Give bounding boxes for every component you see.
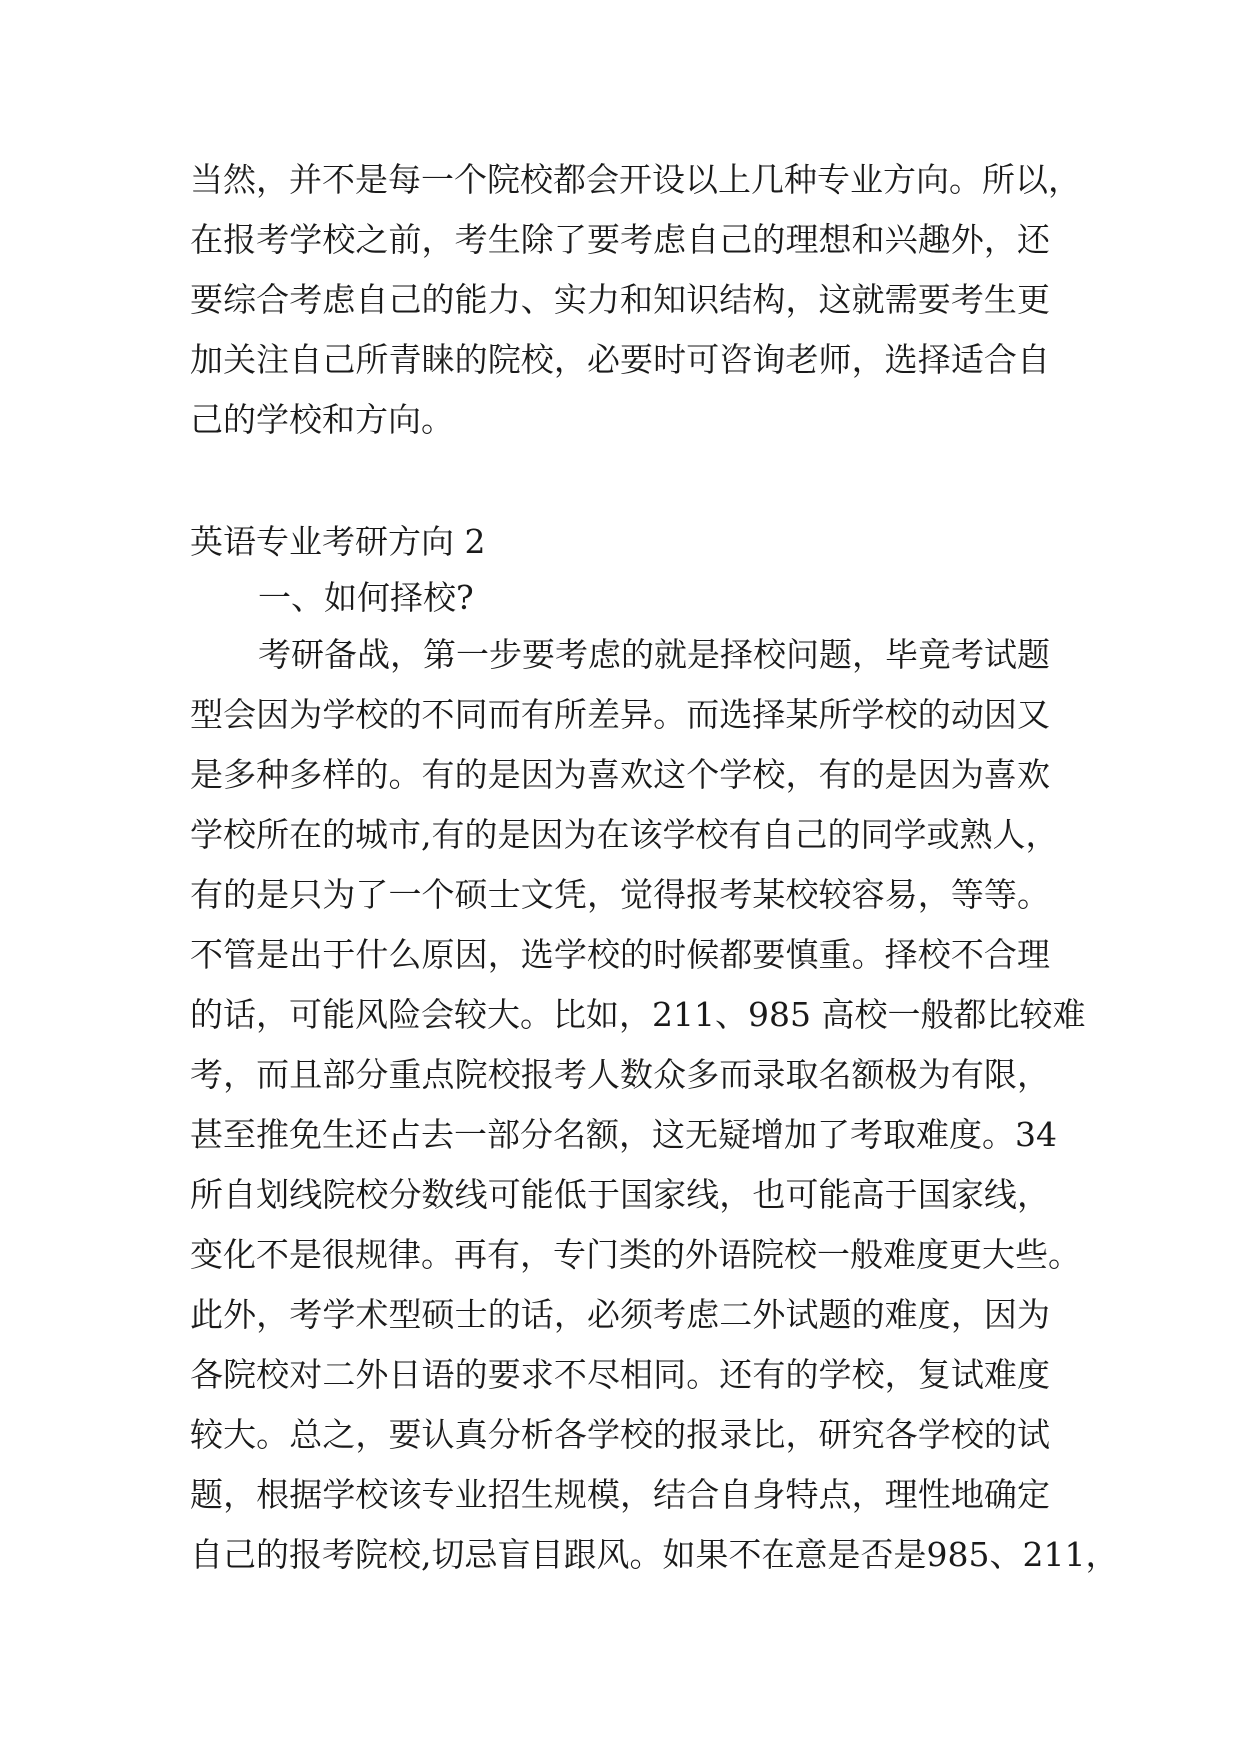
- body-line: 自己的报考院校,切忌盲目跟风。如果不在意是否是985、211，: [190, 1535, 1119, 1574]
- body-line: 题，根据学校该专业招生规模，结合自身特点，理性地确定: [190, 1475, 1050, 1514]
- body-line: 甚至推免生还占去一部分名额，这无疑增加了考取难度。34: [190, 1115, 1057, 1154]
- intro-line: 加关注自己所青睐的院校，必要时可咨询老师，选择适合自: [190, 340, 1050, 379]
- body-line: 考研备战，第一步要考虑的就是择校问题，毕竟考试题: [258, 635, 1050, 674]
- body-line: 所自划线院校分数线可能低于国家线，也可能高于国家线，: [190, 1175, 1050, 1214]
- body-line: 不管是出于什么原因，选学校的时候都要慎重。择校不合理: [190, 935, 1050, 974]
- body-line: 有的是只为了一个硕士文凭，觉得报考某校较容易，等等。: [190, 875, 1050, 914]
- section-subtitle: 一、如何择校?: [258, 578, 474, 617]
- section-title: 英语专业考研方向 2: [190, 522, 486, 561]
- body-line: 是多种多样的。有的是因为喜欢这个学校，有的是因为喜欢: [190, 755, 1050, 794]
- body-line: 变化不是很规律。再有，专门类的外语院校一般难度更大些。: [190, 1235, 1081, 1274]
- body-line: 各院校对二外日语的要求不尽相同。还有的学校，复试难度: [190, 1355, 1050, 1394]
- body-line: 此外，考学术型硕士的话，必须考虑二外试题的难度，因为: [190, 1295, 1050, 1334]
- intro-line: 己的学校和方向。: [190, 400, 454, 439]
- intro-line: 当然，并不是每一个院校都会开设以上几种专业方向。所以，: [190, 160, 1081, 199]
- body-line: 的话，可能风险会较大。比如，211、985 高校一般都比较难: [190, 995, 1086, 1034]
- body-line: 型会因为学校的不同而有所差异。而选择某所学校的动因又: [190, 695, 1050, 734]
- intro-line: 在报考学校之前，考生除了要考虑自己的理想和兴趣外，还: [190, 220, 1050, 259]
- intro-line: 要综合考虑自己的能力、实力和知识结构，这就需要考生更: [190, 280, 1050, 319]
- body-line: 考，而且部分重点院校报考人数众多而录取名额极为有限，: [190, 1055, 1050, 1094]
- body-line: 较大。总之，要认真分析各学校的报录比，研究各学校的试: [190, 1415, 1050, 1454]
- body-line: 学校所在的城市,有的是因为在该学校有自己的同学或熟人，: [190, 815, 1059, 854]
